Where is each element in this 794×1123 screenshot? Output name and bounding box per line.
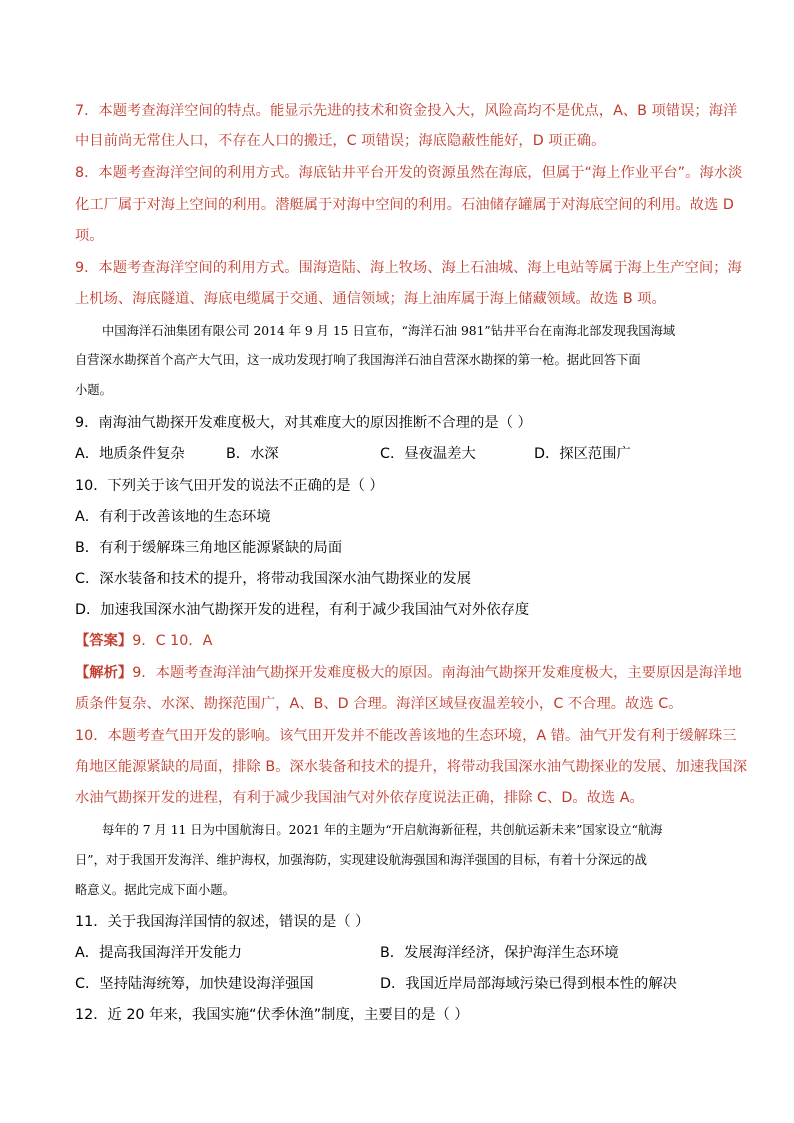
question-9-option-c: C．昼夜温差大 [380, 446, 476, 462]
q7-explanation-line-2: 中目前尚无常住人口，不存在人口的搬迁，C 项错误；海底隐蔽性能好，D 项正确。 [75, 133, 606, 149]
analysis-line-2: 质条件复杂、水深、勘探范围广，A、B、D 合理。海洋区域昼夜温差较小，C 不合理。故选 C。 [75, 696, 683, 712]
q7-explanation-line-1: 7．本题考查海洋空间的特点。能显示先进的技术和资金投入大，风险高均不是优点，A、B 项错误；海洋 [75, 103, 738, 119]
question-9-option-b: B．水深 [226, 446, 279, 462]
question-10-option-d: D．加速我国深水油气勘探开发的进程，有利于减少我国油气对外依存度 [75, 602, 530, 618]
analysis-line-1 [75, 664, 742, 682]
question-11-stem: 11．关于我国海洋国情的叙述，错误的是（ ） [75, 914, 370, 930]
analysis-line-4: 角地区能源紧缺的局面，排除 B。深水装备和技术的提升，将带动我国深水油气勘探业的发展、加速我国深 [75, 759, 748, 775]
analysis-tag: 【解析】 [75, 665, 133, 681]
material-1-line-3: 小题。 [75, 383, 112, 397]
analysis-text-1: 9．本题考查海洋油气勘探开发难度极大的原因。南海油气勘探开发难度极大，主要原因是海洋地 [132, 665, 742, 681]
q8-explanation-line-3: 项。 [75, 228, 104, 244]
question-9-stem: 9．南海油气勘探开发难度极大，对其难度大的原因推断不合理的是（ ） [75, 415, 532, 431]
material-1-line-2: 自营深水勘探首个高产大气田，这一成功发现打响了我国海洋石油自营深水勘探的第一枪。据此回答下面 [75, 353, 641, 367]
answer-line [75, 632, 212, 650]
question-10-stem: 10．下列关于该气田开发的说法不正确的是（ ） [75, 478, 384, 494]
question-9-option-a: A．地质条件复杂 [75, 446, 185, 462]
q8-explanation-line-1: 8．本题考查海洋空间的利用方式。海底钻井平台开发的资源虽然在海底，但属于“海上作业平台”。海水淡 [75, 165, 743, 181]
question-9-option-d: D．探区范围广 [534, 446, 631, 462]
question-11-option-b: B．发展海洋经济，保护海洋生态环境 [380, 945, 619, 961]
question-11-option-a: A．提高我国海洋开发能力 [75, 945, 243, 961]
question-10-option-a: A．有利于改善该地的生态环境 [75, 509, 271, 525]
material-2-line-3: 略意义。据此完成下面小题。 [75, 883, 235, 897]
material-2-line-2: 日”，对于我国开发海洋、维护海权，加强海防，实现建设航海强国和海洋强国的目标，有着十分深远的战 [75, 853, 647, 867]
analysis-line-3: 10．本题考查气田开发的影响。该气田开发并不能改善该地的生态环境，A 错。油气开发有利于缓解珠三 [75, 728, 737, 744]
q8-explanation-line-2: 化工厂属于对海上空间的利用。潜艇属于对海中空间的利用。石油储存罐属于对海底空间的利用。故选 D [75, 197, 734, 213]
answer-tag: 【答案】 [75, 633, 133, 649]
q9-explanation-line-1: 9．本题考查海洋空间的利用方式。围海造陆、海上牧场、海上石油城、海上电站等属于海上生产空间；海 [75, 260, 742, 276]
question-10-option-b: B．有利于缓解珠三角地区能源紧缺的局面 [75, 540, 343, 556]
material-2-line-1: 每年的 7 月 11 日为中国航海日。2021 年的主题为“开启航海新征程，共创航运新未来”国家设立“航海 [102, 823, 663, 837]
material-1-line-1: 中国海洋石油集团有限公司 2014 年 9 月 15 日宣布，“海洋石油 981”钻井平台在南海北部发现我国海域 [102, 324, 676, 338]
answer-text: 9．C 10．A [132, 633, 213, 649]
question-11-option-d: D．我国近岸局部海域污染已得到根本性的解决 [380, 976, 677, 992]
question-11-option-c: C．坚持陆海统筹，加快建设海洋强国 [75, 976, 314, 992]
question-10-option-c: C．深水装备和技术的提升，将带动我国深水油气勘探业的发展 [75, 571, 471, 587]
question-12-stem: 12．近 20 年来，我国实施“伏季休渔”制度，主要目的是（ ） [75, 1007, 469, 1023]
analysis-line-5: 水油气勘探开发的进程，有利于减少我国油气对外依存度说法正确，排除 C、D。故选 A。 [75, 790, 644, 806]
q9-explanation-line-2: 上机场、海底隧道、海底电缆属于交通、通信领域；海上油库属于海上储藏领域。故选 B 项。 [75, 291, 666, 307]
